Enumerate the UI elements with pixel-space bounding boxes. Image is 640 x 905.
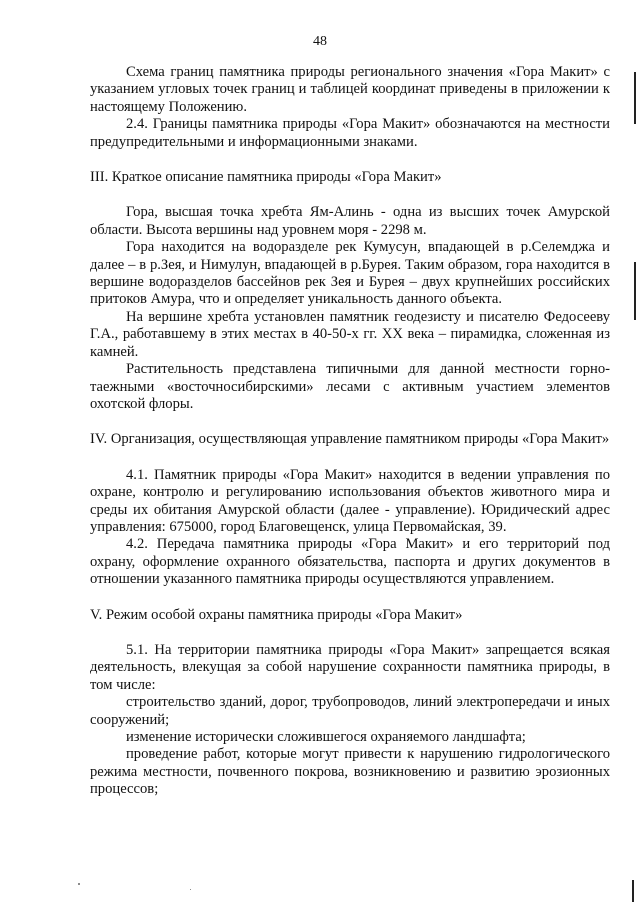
paragraph-2-4: 2.4. Границы памятника природы «Гора Макит» обозначаются на местности предупредительными и информационными знаками.: [90, 116, 610, 150]
section-5-item-construction: строительство зданий, дорог, трубопроводов, линий электропередачи и иных сооружений;: [90, 694, 610, 728]
section-3-heading: III. Краткое описание памятника природы «Гора Макит»: [90, 169, 442, 186]
section-3-paragraph-1: Гора, высшая точка хребта Ям-Алинь - одна из высших точек Амурской области. Высота вершины над уровнем моря - 2298 м.: [90, 204, 610, 238]
paragraph-boundary-scheme: Схема границ памятника природы регионального значения «Гора Макит» с указанием угловых точек границ и таблицей координат приведены в приложении к настоящему Положению.: [90, 64, 610, 115]
section-4-paragraph-2: 4.2. Передача памятника природы «Гора Макит» и его территорий под охрану, оформление охранного обязательства, паспорта и других документов в отношении указанного памятника природы осуществляются управлением.: [90, 536, 610, 588]
scan-speck: [190, 889, 191, 890]
section-5-heading: V. Режим особой охраны памятника природы «Гора Макит»: [90, 606, 463, 623]
scan-edge-mark: [632, 880, 634, 902]
scan-edge-mark: [634, 72, 636, 124]
section-5-item-landscape: изменение исторически сложившегося охраняемого ландшафта;: [126, 729, 526, 745]
page-number: 48: [313, 34, 327, 49]
section-3-paragraph-4: Растительность представлена типичными для данной местности горно-таежными «восточносибирскими» лесами с активным участием элементов охотской флоры.: [90, 361, 610, 412]
section-4-paragraph-1: 4.1. Памятник природы «Гора Макит» находится в ведении управления по охране, контролю и регулированию использования объектов животного мира и среды их обитания Амурской области (далее - управление). Юридический адрес управления: 675000, город Благовещенск, улица Первомайская, 39.: [90, 466, 610, 535]
section-3-paragraph-3: На вершине хребта установлен памятник геодезисту и писателю Федосееву Г.А., работавшему в этих местах в 40-50-х гг. XX века – пирамидка, сложенная из камней.: [90, 308, 610, 360]
document-body: [90, 64, 610, 799]
scan-speck: [78, 883, 80, 885]
section-5-item-hydrology: проведение работ, которые могут привести к нарушению гидрологического режима местности, почвенного покрова, возникновению и развитию эрозионных процессов;: [90, 746, 610, 798]
scan-edge-mark: [634, 262, 636, 320]
section-3-paragraph-2: Гора находится на водоразделе рек Кумусун, впадающей в р.Селемджа и далее – в р.Зея, и Нимулун, впадающей в р.Бурея. Таким образом, гора находится в вершине водоразделов бассейнов рек Зея и Бурея – двух крупнейших российских притоков Амура, что и определяет уникальность данного объекта.: [90, 239, 610, 308]
section-5-paragraph-1: 5.1. На территории памятника природы «Гора Макит» запрещается всякая деятельность, влекущая за собой нарушение сохранности памятника природы, в том числе:: [90, 641, 610, 693]
section-4-heading: IV. Организация, осуществляющая управление памятником природы «Гора Макит»: [90, 431, 610, 448]
